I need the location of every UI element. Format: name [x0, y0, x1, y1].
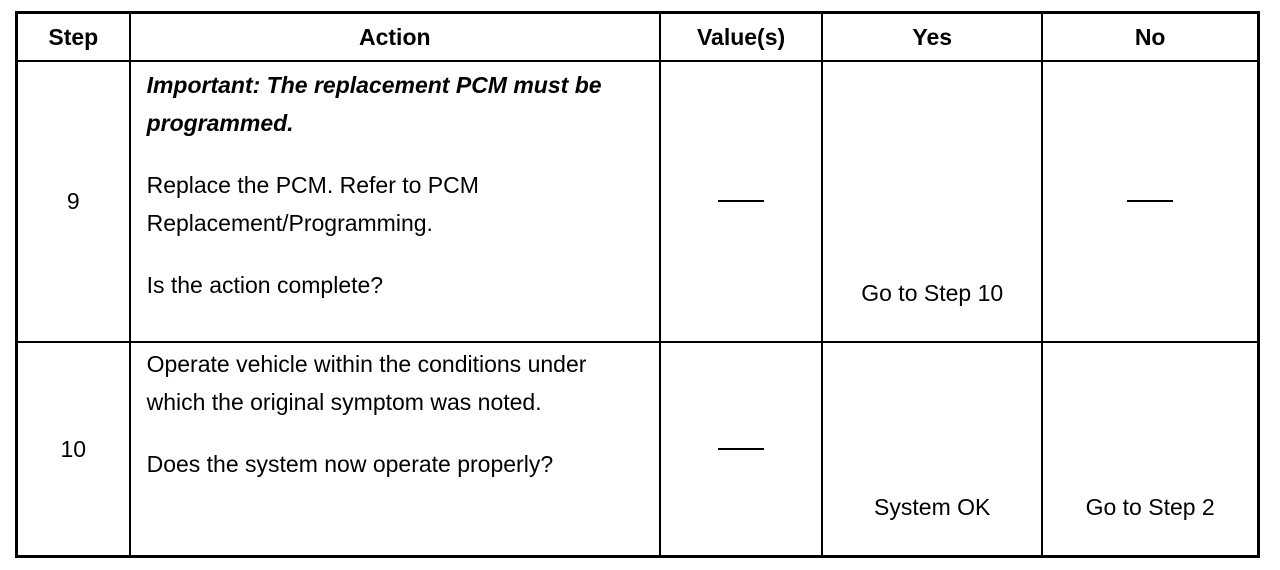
action-question: Is the action complete?	[146, 272, 384, 298]
header-values: Value(s)	[660, 13, 822, 62]
no-cell	[1042, 342, 1258, 557]
diagnostic-step-table	[15, 11, 1260, 558]
table-row	[17, 342, 1259, 557]
yes-result: Go to Step 10	[861, 280, 1004, 306]
action-text: Replace the PCM. Refer to PCM Replacement/Programming.	[146, 172, 479, 236]
table-row	[17, 61, 1259, 342]
value-cell	[660, 61, 822, 342]
value-dash	[718, 448, 764, 450]
action-question: Does the system now operate properly?	[146, 451, 554, 477]
important-note: Important: The replacement PCM must be programmed.	[146, 72, 602, 136]
action-cell	[130, 342, 660, 557]
no-result: Go to Step 2	[1085, 494, 1215, 520]
header-yes: Yes	[822, 13, 1042, 62]
yes-result: System OK	[874, 494, 991, 520]
table-header-row	[17, 13, 1259, 62]
yes-cell	[822, 342, 1042, 557]
no-dash	[1127, 200, 1173, 202]
header-action: Action	[130, 13, 660, 62]
action-cell	[130, 61, 660, 342]
yes-cell	[822, 61, 1042, 342]
header-no: No	[1042, 13, 1258, 62]
action-text: Operate vehicle within the conditions under which the original symptom was noted.	[146, 351, 587, 415]
no-cell	[1042, 61, 1258, 342]
step-number: 10	[17, 342, 130, 557]
header-step: Step	[17, 13, 130, 62]
value-cell	[660, 342, 822, 557]
value-dash	[718, 200, 764, 202]
step-number: 9	[17, 61, 130, 342]
